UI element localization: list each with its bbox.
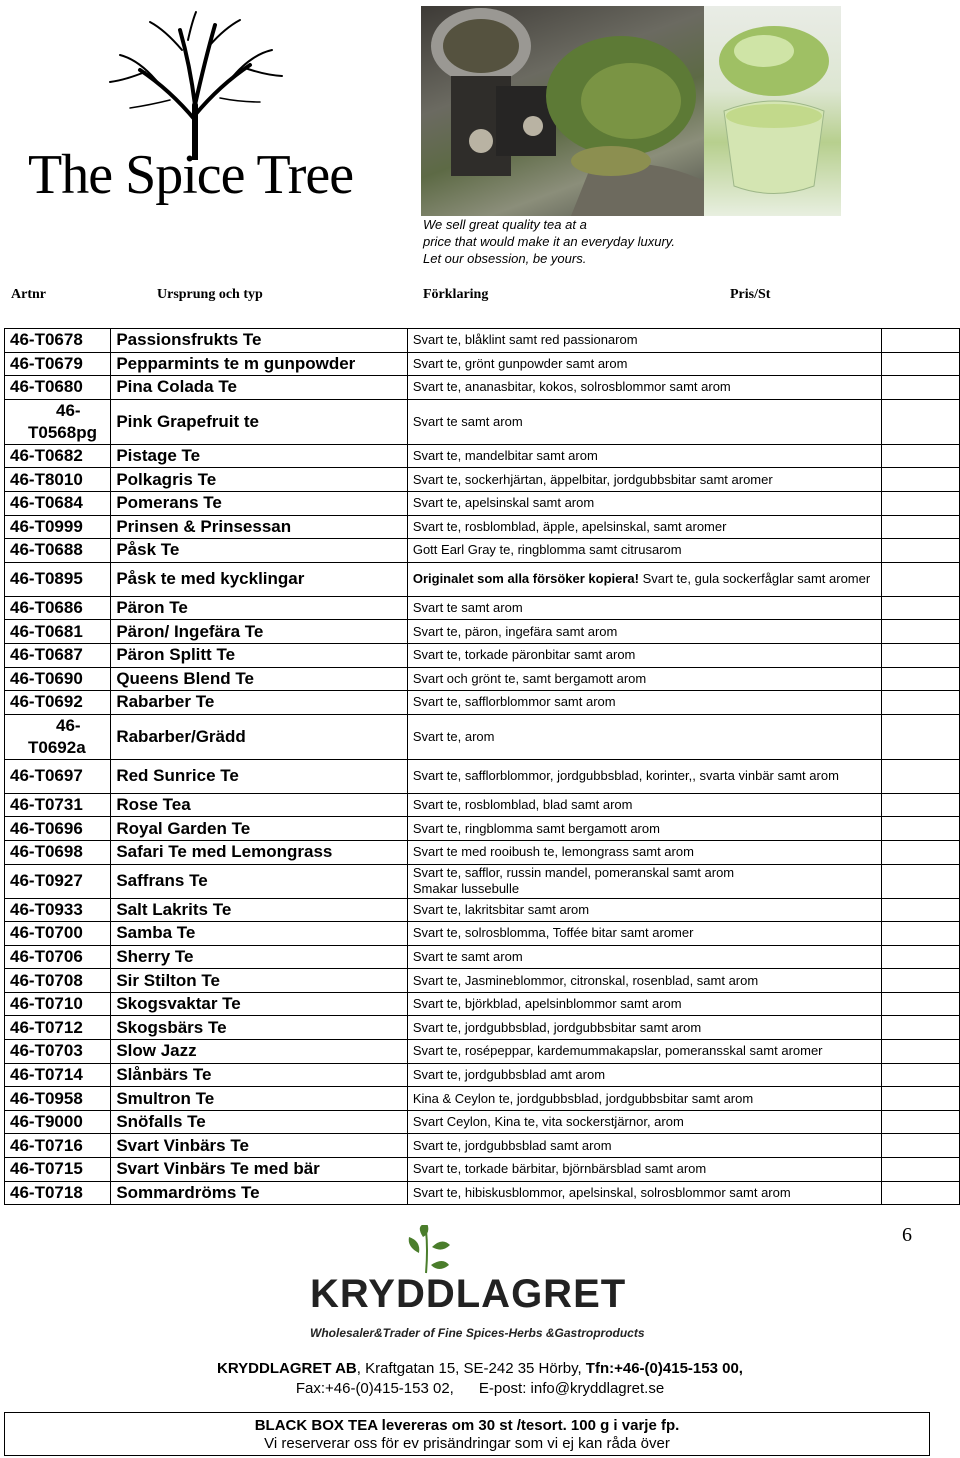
- price-cell: [882, 444, 960, 468]
- phone: Tfn:+46-(0)415-153 00,: [585, 1360, 743, 1377]
- table-row: [5, 620, 960, 644]
- product-description: [407, 1181, 881, 1205]
- description-text: Svart te, hibiskusblommor, apelsinskal, solrosblommor samt arom: [412, 1184, 791, 1200]
- table-row: [5, 714, 960, 759]
- price-cell: [882, 539, 960, 563]
- price-cell: [882, 515, 960, 539]
- address-text: , Kraftgatan 15, SE-242 35 Hörby,: [356, 1360, 586, 1377]
- article-number: 46-T0895: [5, 562, 111, 596]
- article-number: 46-T0698: [5, 840, 111, 864]
- notice-delivery: BLACK BOX TEA levereras om 30 st /tesort. 100 g i varje fp.: [254, 1417, 680, 1434]
- product-name: Salt Lakrits Te: [111, 898, 408, 922]
- price-cell: [882, 352, 960, 376]
- price-cell: [882, 1087, 960, 1111]
- product-description: [407, 759, 881, 793]
- product-description: [407, 992, 881, 1016]
- product-description: [407, 491, 881, 515]
- product-name: Slow Jazz: [111, 1040, 408, 1064]
- price-cell: [882, 468, 960, 492]
- product-name: Rabarber Te: [111, 691, 408, 715]
- article-number-part: T0692a: [28, 737, 86, 757]
- table-row: [5, 945, 960, 969]
- price-cell: [882, 1063, 960, 1087]
- product-description: [407, 643, 881, 667]
- product-name: Queens Blend Te: [111, 667, 408, 691]
- price-cell: [882, 1040, 960, 1064]
- article-number: 46-T0958: [5, 1087, 111, 1111]
- article-number: 46-T0692: [5, 691, 111, 715]
- table-row: [5, 596, 960, 620]
- header-description: Förklaring: [423, 287, 489, 302]
- table-row: [5, 840, 960, 864]
- article-number: 46-T0708: [5, 969, 111, 993]
- tagline-line: Let our obsession, be yours.: [423, 251, 587, 266]
- table-row: [5, 1016, 960, 1040]
- table-row: [5, 759, 960, 793]
- kryddlagret-wordmark: KRYDDLAGRET: [310, 1272, 627, 1316]
- article-number: 46-T0706: [5, 945, 111, 969]
- price-cell: [882, 714, 960, 759]
- product-description: [407, 1063, 881, 1087]
- description-text: Svart te, jordgubbsblad amt arom: [412, 1066, 606, 1082]
- price-cell: [882, 992, 960, 1016]
- tea-photo: [421, 6, 841, 216]
- product-name: Svart Vinbärs Te: [111, 1134, 408, 1158]
- product-name: Royal Garden Te: [111, 817, 408, 841]
- fax-email-line: Fax:+46-(0)415-153 02, E-post: info@kryddlagret.se: [295, 1380, 665, 1397]
- description-text: Svart te, rosblomblad, äpple, apelsinskal, samt aromer: [412, 518, 727, 534]
- product-description: [407, 352, 881, 376]
- tea-tins-photo: [421, 6, 704, 216]
- tagline-line: We sell great quality tea at a: [423, 217, 587, 232]
- product-description: [407, 1016, 881, 1040]
- table-row: [5, 468, 960, 492]
- tagline-line: price that would make it an everyday luxury.: [423, 234, 675, 249]
- table-row: [5, 992, 960, 1016]
- product-name: Sommardröms Te: [111, 1181, 408, 1205]
- description-text: Svart te, lakritsbitar samt arom: [412, 901, 590, 917]
- description-text: Svart te samt arom: [412, 948, 523, 964]
- product-name: Pink Grapefruit te: [111, 399, 408, 444]
- article-number: 46-T0999: [5, 515, 111, 539]
- article-number: 46-T0686: [5, 596, 111, 620]
- article-number: 46-T0696: [5, 817, 111, 841]
- article-number: 46-T8010: [5, 468, 111, 492]
- table-row: [5, 1087, 960, 1111]
- description-text: Svart te, gula sockerfåglar samt aromer: [638, 571, 871, 587]
- description-text: Svart te, mandelbitar samt arom: [412, 448, 598, 464]
- table-row: [5, 491, 960, 515]
- product-description: [407, 714, 881, 759]
- product-name: Sherry Te: [111, 945, 408, 969]
- header-price: Pris/St: [730, 287, 771, 302]
- article-number: 46-T0681: [5, 620, 111, 644]
- article-number-part: 46-: [56, 400, 81, 420]
- product-name: Päron/ Ingefära Te: [111, 620, 408, 644]
- product-name: Snöfalls Te: [111, 1110, 408, 1134]
- article-number: 46-T0688: [5, 539, 111, 563]
- price-cell: [882, 898, 960, 922]
- description-text: Svart te, arom: [412, 728, 495, 744]
- description-text: Svart te, rosépeppar, kardemummakapslar, pomeransskal samt aromer: [412, 1043, 823, 1059]
- product-name: Passionsfrukts Te: [111, 329, 408, 353]
- price-cell: [882, 969, 960, 993]
- table-row: [5, 1158, 960, 1182]
- price-cell: [882, 1181, 960, 1205]
- table-row: [5, 643, 960, 667]
- table-row: [5, 667, 960, 691]
- table-row: [5, 1040, 960, 1064]
- product-description: [407, 399, 881, 444]
- article-number: 46-T0680: [5, 376, 111, 400]
- product-name: Rabarber/Grädd: [111, 714, 408, 759]
- article-number: 46-T0684: [5, 491, 111, 515]
- product-name: Slånbärs Te: [111, 1063, 408, 1087]
- product-description: [407, 376, 881, 400]
- notice-box: [4, 1412, 930, 1456]
- description-text: Svart Ceylon, Kina te, vita sockerstjärnor, arom: [412, 1114, 684, 1130]
- article-number: 46-T0697: [5, 759, 111, 793]
- article-number: [5, 399, 111, 444]
- product-description: [407, 596, 881, 620]
- product-name: Skogsvaktar Te: [111, 992, 408, 1016]
- table-row: [5, 399, 960, 444]
- table-row: [5, 1134, 960, 1158]
- article-number: 46-T0710: [5, 992, 111, 1016]
- product-name: Polkagris Te: [111, 468, 408, 492]
- description-text: Svart te samt arom: [412, 600, 523, 616]
- table-row: [5, 1110, 960, 1134]
- table-row: [5, 817, 960, 841]
- price-cell: [882, 643, 960, 667]
- product-name: Saffrans Te: [111, 864, 408, 898]
- article-number-part: 46-: [56, 715, 81, 735]
- description-text: Svart te, blåklint samt red passionarom: [412, 332, 638, 348]
- table-row: [5, 329, 960, 353]
- article-number: 46-T0682: [5, 444, 111, 468]
- price-cell: [882, 945, 960, 969]
- description-text: Svart te, solrosblomma, Toffée bitar samt aromer: [412, 925, 694, 941]
- notice-prices: Vi reserverar oss för ev prisändringar som vi ej kan råda över: [264, 1435, 670, 1452]
- article-number: 46-T0678: [5, 329, 111, 353]
- description-text: Svart te, jordgubbsblad samt arom: [412, 1137, 612, 1153]
- article-number: 46-T0690: [5, 667, 111, 691]
- description-text: Svart te, rosblomblad, blad samt arom: [412, 797, 633, 813]
- table-row: [5, 562, 960, 596]
- logo-text: The Spice Tree: [28, 144, 354, 206]
- price-cell: [882, 1158, 960, 1182]
- tagline: [423, 216, 683, 267]
- product-name: Påsk te med kycklingar: [111, 562, 408, 596]
- description-highlight: Originalet som alla försöker kopiera!: [412, 571, 639, 587]
- article-number: 46-T0715: [5, 1158, 111, 1182]
- article-number: 46-T0679: [5, 352, 111, 376]
- product-name: Pomerans Te: [111, 491, 408, 515]
- product-name: Pepparmints te m gunpowder: [111, 352, 408, 376]
- price-cell: [882, 793, 960, 817]
- product-description: [407, 817, 881, 841]
- article-number: 46-T0703: [5, 1040, 111, 1064]
- description-text: Svart te, päron, ingefära samt arom: [412, 623, 618, 639]
- description-text: Svart te, torkade bärbitar, björnbärsblad samt arom: [412, 1161, 707, 1177]
- product-description: [407, 515, 881, 539]
- table-row: [5, 515, 960, 539]
- product-description: [407, 793, 881, 817]
- table-row: [5, 1181, 960, 1205]
- price-cell: [882, 691, 960, 715]
- description-text: Svart te, safflor, russin mandel, pomeranskal samt arom: [412, 865, 735, 880]
- table-row: [5, 539, 960, 563]
- product-name: Samba Te: [111, 922, 408, 946]
- table-row: [5, 864, 960, 898]
- price-cell: [882, 1134, 960, 1158]
- product-description: [407, 1040, 881, 1064]
- article-number: 46-T9000: [5, 1110, 111, 1134]
- product-description: [407, 1158, 881, 1182]
- product-description: [407, 840, 881, 864]
- price-cell: [882, 1016, 960, 1040]
- product-description: [407, 468, 881, 492]
- price-cell: [882, 817, 960, 841]
- table-row: [5, 969, 960, 993]
- product-description: [407, 620, 881, 644]
- page-number: 6: [902, 1224, 912, 1246]
- description-text: Svart te, björkblad, apelsinblommor samt arom: [412, 996, 682, 1012]
- product-description: [407, 922, 881, 946]
- description-text: Smakar lussebulle: [412, 881, 520, 896]
- table-row: [5, 691, 960, 715]
- article-number: 46-T0714: [5, 1063, 111, 1087]
- price-cell: [882, 922, 960, 946]
- product-name: Svart Vinbärs Te med bär: [111, 1158, 408, 1182]
- product-name: Smultron Te: [111, 1087, 408, 1111]
- description-text: Svart te, torkade päronbitar samt arom: [412, 647, 636, 663]
- table-row: [5, 1063, 960, 1087]
- product-description: [407, 329, 881, 353]
- product-name: Rose Tea: [111, 793, 408, 817]
- article-number: 46-T0716: [5, 1134, 111, 1158]
- description-text: Gott Earl Gray te, ringblomma samt citrusarom: [412, 542, 682, 558]
- product-description: [407, 1110, 881, 1134]
- price-cell: [882, 620, 960, 644]
- description-text: Svart te, apelsinskal samt arom: [412, 495, 595, 511]
- product-name: Skogsbärs Te: [111, 1016, 408, 1040]
- product-description: [407, 864, 881, 898]
- price-cell: [882, 329, 960, 353]
- product-description: [407, 562, 881, 596]
- product-description: [407, 1134, 881, 1158]
- product-name: Prinsen & Prinsessan: [111, 515, 408, 539]
- description-text: Svart te samt arom: [412, 413, 523, 429]
- table-row: [5, 376, 960, 400]
- company-name: KRYDDLAGRET AB: [217, 1360, 357, 1377]
- description-text: Svart te, ringblomma samt bergamott arom: [412, 820, 660, 836]
- product-name: Sir Stilton Te: [111, 969, 408, 993]
- description-text: Svart te, ananasbitar, kokos, solrosblommor samt arom: [412, 379, 731, 395]
- description-text: Svart te, safflorblommor, jordgubbsblad, korinter,, svarta vinbär samt arom: [412, 768, 839, 784]
- article-number-part: T0568pg: [28, 422, 97, 442]
- price-cell: [882, 399, 960, 444]
- product-name: Päron Splitt Te: [111, 643, 408, 667]
- article-number: 46-T0687: [5, 643, 111, 667]
- article-number: 46-T0933: [5, 898, 111, 922]
- product-name: Pistage Te: [111, 444, 408, 468]
- price-cell: [882, 596, 960, 620]
- price-cell: [882, 667, 960, 691]
- article-number: 46-T0927: [5, 864, 111, 898]
- product-description: [407, 969, 881, 993]
- product-name: Påsk Te: [111, 539, 408, 563]
- green-tea-cup-photo: [704, 6, 841, 216]
- spice-tree-logo: [20, 10, 354, 206]
- product-name: Safari Te med Lemongrass: [111, 840, 408, 864]
- article-number: 46-T0712: [5, 1016, 111, 1040]
- article-number: [5, 714, 111, 759]
- price-cell: [882, 562, 960, 596]
- description-text: Svart te, safflorblommor samt arom: [412, 694, 616, 710]
- product-description: [407, 1087, 881, 1111]
- kryddlagret-subtitle: Wholesaler&Trader of Fine Spices-Herbs &Gastroproducts: [310, 1326, 645, 1340]
- table-row: [5, 898, 960, 922]
- description-text: Svart te, jordgubbsblad, jordgubbsbitar samt arom: [412, 1019, 702, 1035]
- description-text: Svart te med rooibush te, lemongrass samt arom: [412, 844, 694, 860]
- tree-icon: [100, 10, 290, 160]
- product-name: Pina Colada Te: [111, 376, 408, 400]
- product-description: [407, 444, 881, 468]
- table-row: [5, 444, 960, 468]
- product-name: Päron Te: [111, 596, 408, 620]
- description-text: Kina & Ceylon te, jordgubbsblad, jordgubbsbitar samt arom: [412, 1090, 754, 1106]
- description-text: Svart te, sockerhjärtan, äppelbitar, jordgubbsbitar samt aromer: [412, 471, 773, 487]
- price-cell: [882, 759, 960, 793]
- description-text: Svart te, Jasmineblommor, citronskal, rosenblad, samt arom: [412, 972, 759, 988]
- product-table: [4, 328, 960, 1205]
- address-line: [0, 1360, 960, 1377]
- header-origin: Ursprung och typ: [157, 287, 263, 302]
- price-cell: [882, 376, 960, 400]
- description-text: Svart te, grönt gunpowder samt arom: [412, 355, 628, 371]
- product-description: [407, 691, 881, 715]
- article-number: 46-T0718: [5, 1181, 111, 1205]
- product-name: Red Sunrice Te: [111, 759, 408, 793]
- price-cell: [882, 491, 960, 515]
- description-text: Svart och grönt te, samt bergamott arom: [412, 670, 647, 686]
- table-row: [5, 352, 960, 376]
- price-cell: [882, 840, 960, 864]
- product-description: [407, 539, 881, 563]
- product-description: [407, 945, 881, 969]
- article-number: 46-T0731: [5, 793, 111, 817]
- price-cell: [882, 864, 960, 898]
- table-row: [5, 922, 960, 946]
- price-cell: [882, 1110, 960, 1134]
- product-description: [407, 667, 881, 691]
- article-number: 46-T0700: [5, 922, 111, 946]
- product-description: [407, 898, 881, 922]
- header-artnr: Artnr: [11, 287, 46, 302]
- table-row: [5, 793, 960, 817]
